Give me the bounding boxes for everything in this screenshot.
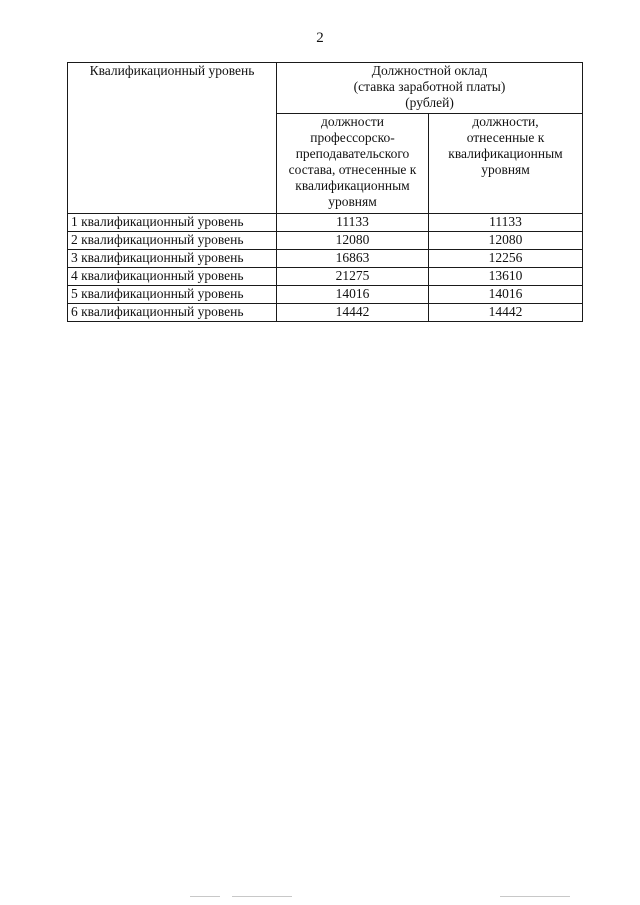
header-salary-line: (ставка заработной платы) bbox=[353, 79, 506, 94]
pps-salary-cell: 21275 bbox=[277, 268, 429, 286]
scan-mark bbox=[232, 896, 292, 897]
table-row bbox=[68, 250, 583, 268]
level-cell: 1 квалификационный уровень bbox=[68, 214, 277, 232]
header-pps-line: уровням bbox=[328, 194, 377, 209]
table-row bbox=[68, 304, 583, 322]
header-other-positions bbox=[429, 114, 583, 214]
level-cell: 6 квалификационный уровень bbox=[68, 304, 277, 322]
scan-artifact-marks bbox=[0, 896, 640, 900]
header-salary-line: (рублей) bbox=[405, 95, 454, 110]
header-pps-line: преподавательского bbox=[295, 146, 410, 161]
level-cell: 4 квалификационный уровень bbox=[68, 268, 277, 286]
table-header-row bbox=[68, 63, 583, 114]
page-number: 2 bbox=[316, 30, 324, 46]
header-qualification-level: Квалификационный уровень bbox=[68, 63, 277, 214]
pps-salary-cell: 12080 bbox=[277, 232, 429, 250]
other-salary-cell: 13610 bbox=[429, 268, 583, 286]
header-other-line: отнесенные к bbox=[466, 130, 545, 145]
header-salary bbox=[277, 63, 583, 114]
other-salary-cell: 12256 bbox=[429, 250, 583, 268]
header-pps-positions bbox=[277, 114, 429, 214]
level-cell: 5 квалификационный уровень bbox=[68, 286, 277, 304]
scan-mark bbox=[500, 896, 570, 897]
header-pps-line: должности bbox=[321, 114, 384, 129]
table-row bbox=[68, 286, 583, 304]
header-pps-line: профессорско- bbox=[310, 130, 395, 145]
other-salary-cell: 11133 bbox=[429, 214, 583, 232]
level-cell: 3 квалификационный уровень bbox=[68, 250, 277, 268]
other-salary-cell: 14016 bbox=[429, 286, 583, 304]
header-other-line: должности, bbox=[472, 114, 539, 129]
header-pps-line: квалификационным bbox=[295, 178, 410, 193]
pps-salary-cell: 14016 bbox=[277, 286, 429, 304]
pps-salary-cell: 14442 bbox=[277, 304, 429, 322]
table-row bbox=[68, 268, 583, 286]
header-other-line: уровням bbox=[481, 162, 530, 177]
other-salary-cell: 12080 bbox=[429, 232, 583, 250]
other-salary-cell: 14442 bbox=[429, 304, 583, 322]
header-pps-line: состава, отнесенные к bbox=[288, 162, 417, 177]
salary-table bbox=[67, 62, 583, 322]
table-row bbox=[68, 232, 583, 250]
header-other-line: квалификационным bbox=[448, 146, 563, 161]
header-salary-line: Должностной оклад bbox=[371, 63, 488, 78]
table-row bbox=[68, 214, 583, 232]
pps-salary-cell: 11133 bbox=[277, 214, 429, 232]
level-cell: 2 квалификационный уровень bbox=[68, 232, 277, 250]
pps-salary-cell: 16863 bbox=[277, 250, 429, 268]
scan-mark bbox=[190, 896, 220, 897]
